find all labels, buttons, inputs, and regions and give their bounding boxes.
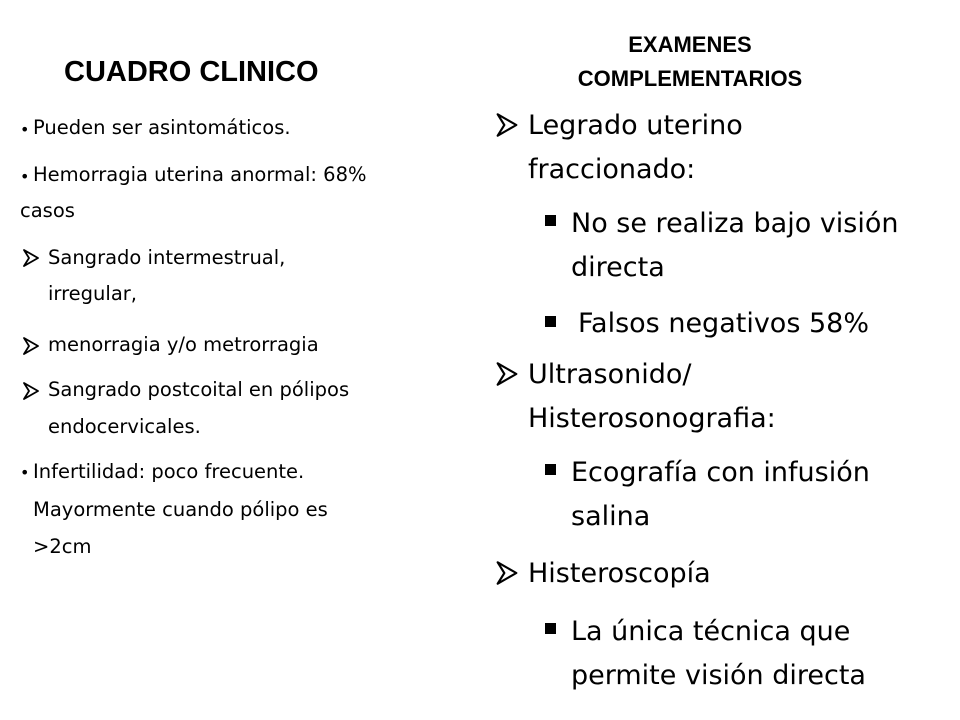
bullet-dot-icon: • xyxy=(20,167,30,186)
arrow-bullet-icon xyxy=(495,362,519,386)
right-item-text: directa xyxy=(571,252,665,283)
left-item-text: irregular, xyxy=(48,282,137,305)
left-column-heading: CUADRO CLINICO xyxy=(64,56,319,88)
left-item-text: Pueden ser asintomáticos. xyxy=(33,116,291,139)
right-heading-line: EXAMENES xyxy=(628,32,752,57)
right-item-text: Histerosonografia: xyxy=(528,403,776,434)
left-item-text: Sangrado postcoital en pólipos xyxy=(48,378,350,401)
arrow-bullet-icon xyxy=(495,113,519,137)
left-item-text: Sangrado intermestrual, xyxy=(48,246,286,269)
right-item-text: Ultrasonido/ xyxy=(528,359,692,390)
right-item-text: Ecografía con infusión xyxy=(571,457,870,488)
square-bullet-icon xyxy=(545,464,556,475)
left-item-text: menorragia y/o metrorragia xyxy=(48,333,319,356)
left-item-text: casos xyxy=(20,199,75,222)
right-item-text: Histeroscopía xyxy=(528,558,711,589)
arrow-bullet-icon xyxy=(495,561,519,585)
right-item-text: No se realiza bajo visión xyxy=(571,208,899,239)
arrow-bullet-icon xyxy=(22,382,40,400)
right-item-text: Falsos negativos 58% xyxy=(578,308,869,339)
arrow-bullet-icon xyxy=(22,249,40,267)
left-item-text: Infertilidad: poco frecuente. xyxy=(33,460,305,483)
right-item-text: salina xyxy=(571,501,651,532)
left-item-text: Mayormente cuando pólipo es xyxy=(33,498,328,521)
right-item-text: fraccionado: xyxy=(528,154,696,185)
right-item-text: La única técnica que xyxy=(571,616,851,647)
square-bullet-icon xyxy=(545,215,556,226)
left-item-text: Hemorragia uterina anormal: 68% xyxy=(33,163,367,186)
left-item-text: endocervicales. xyxy=(48,415,201,438)
right-column-heading xyxy=(520,28,860,96)
left-item-text: >2cm xyxy=(33,535,92,558)
bullet-dot-icon: • xyxy=(20,463,30,482)
arrow-bullet-icon xyxy=(22,337,40,355)
square-bullet-icon xyxy=(545,316,556,327)
right-item-text: Legrado uterino xyxy=(528,110,743,141)
bullet-dot-icon: • xyxy=(20,120,30,139)
right-heading-line: COMPLEMENTARIOS xyxy=(577,66,803,91)
right-item-text: permite visión directa xyxy=(571,660,866,691)
square-bullet-icon xyxy=(545,623,556,634)
